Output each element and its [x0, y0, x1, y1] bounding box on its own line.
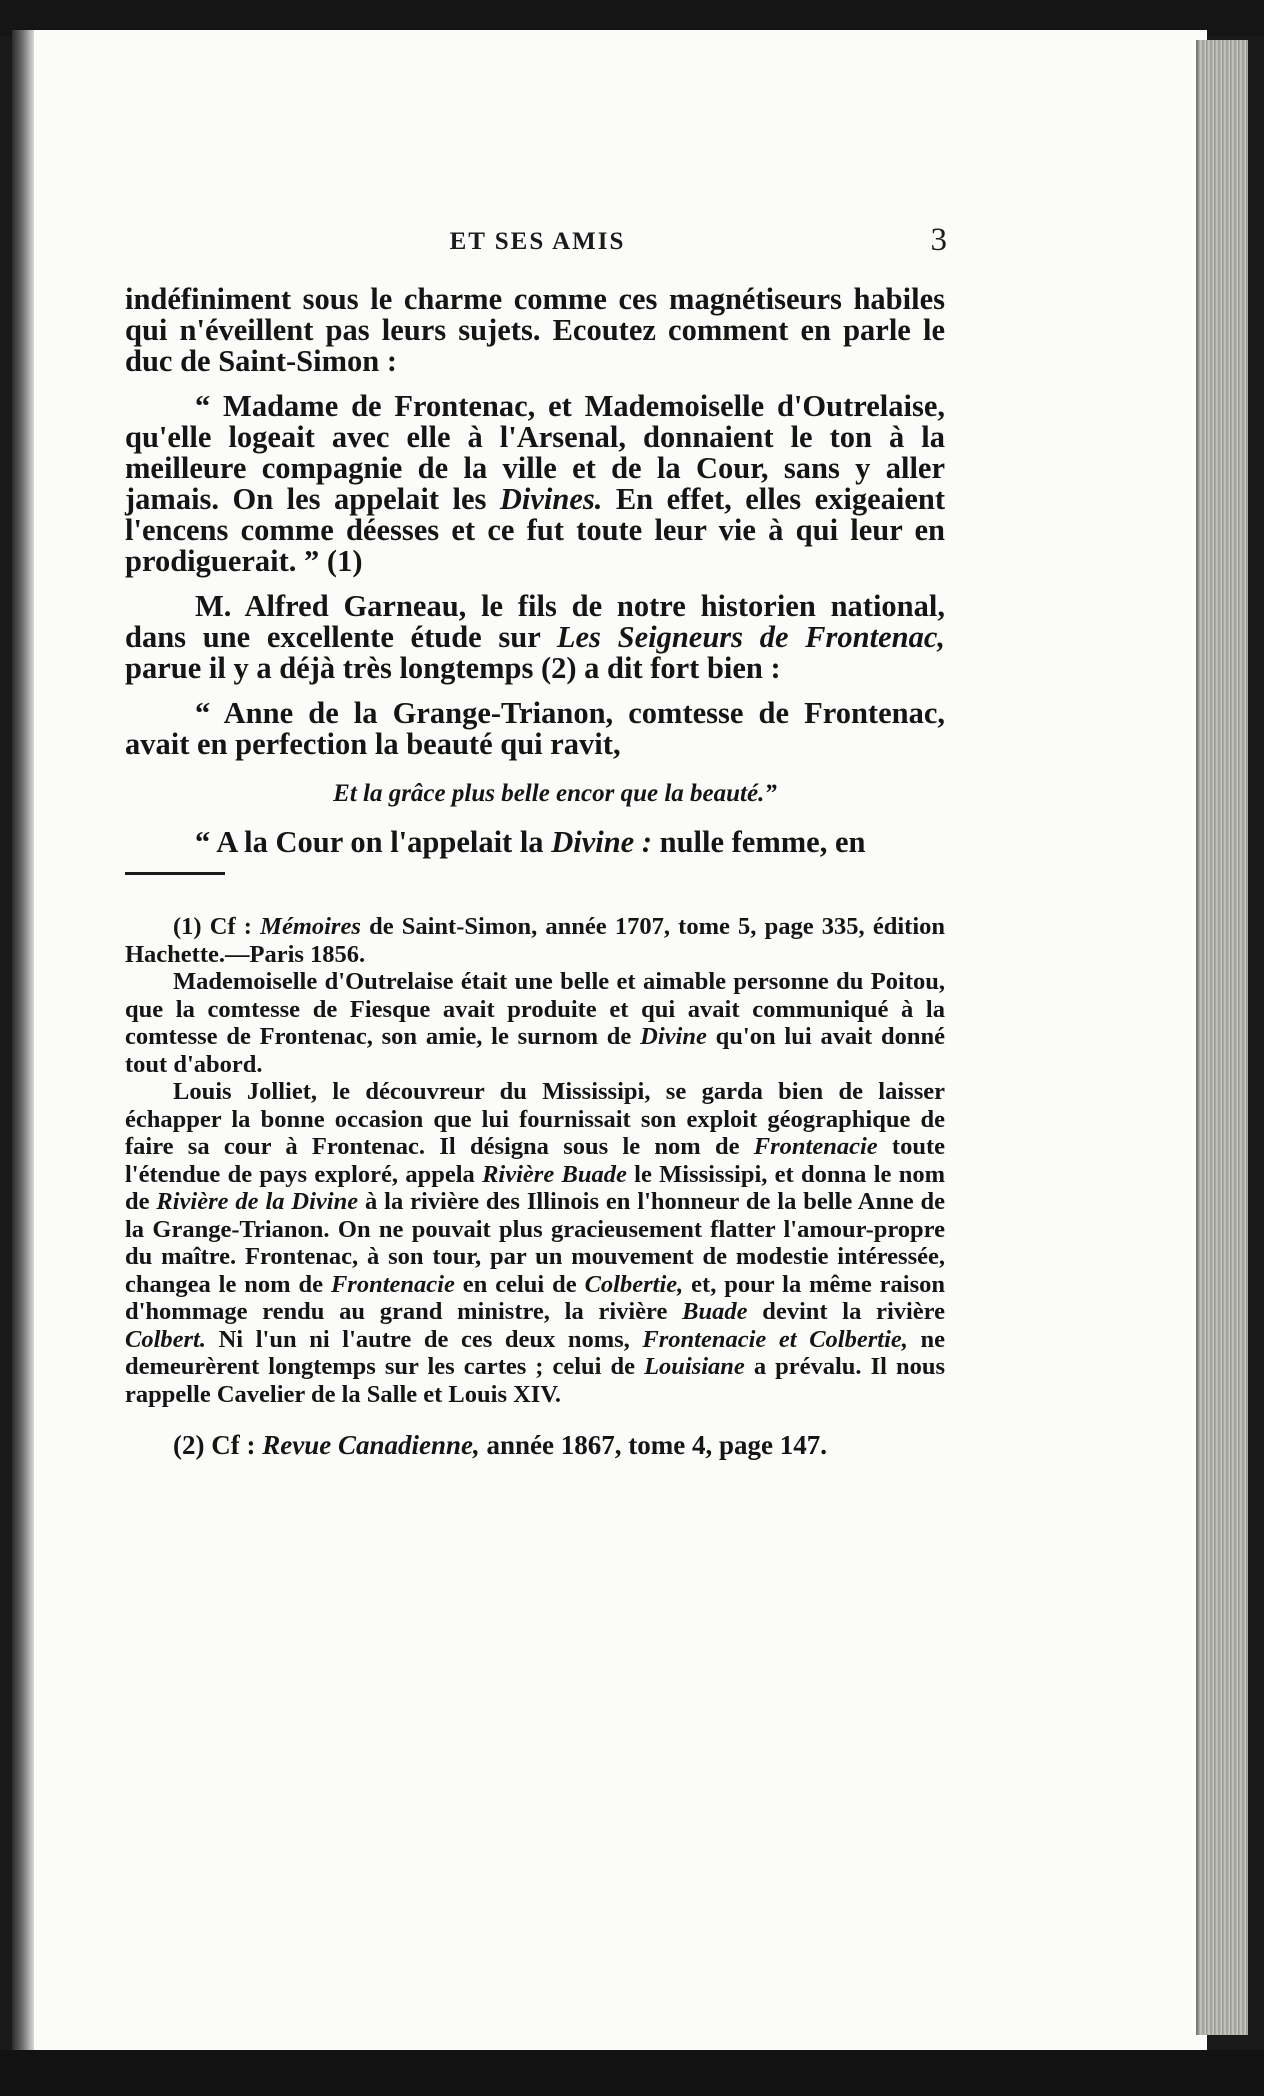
paragraph: “ A la Cour on l'appelait la Divine : nulle femme, en: [195, 825, 866, 859]
scan-bottom-border: [0, 2050, 1264, 2096]
footnote-1: (1) Cf : Mémoires de Saint-Simon, année 1707, tome 5, page 335, édition Hachette.—Paris 1856.: [125, 913, 946, 968]
page-stack-edge: [1196, 40, 1248, 2035]
footnote-2: (2) Cf : Revue Canadienne, année 1867, tome 4, page 147.: [173, 1430, 827, 1460]
paragraph: indéfiniment sous le charme comme ces magnétiseurs habiles qui n'éveillent pas leurs sujets. Ecoutez comment en parle le duc de Saint-Simon :: [125, 282, 945, 378]
paragraph: “ Anne de la Grange-Trianon, comtesse de Frontenac, avait en perfection la beauté qui ravit,: [125, 696, 945, 761]
verse-quote: Et la grâce plus belle encor que la beauté.”: [333, 780, 777, 807]
footnote-rule: [125, 872, 225, 875]
footnote-1-paragraph: Mademoiselle d'Outrelaise était une belle et aimable personne du Poitou, que la comtesse de Fiesque avait produite et qui avait communiqué à la comtesse de Frontenac, son amie, le surnom de Divine qu'on lui avait donné tout d'abord.: [125, 968, 945, 1078]
paragraph: “ Madame de Frontenac, et Mademoiselle d'Outrelaise, qu'elle logeait avec elle à l'Arsenal, donnaient le ton à la meilleure compagnie de la ville et de la Cour, sans y aller jamais. On les appelait les Divines. En effet, elles exigeaient l'encens comme déesses et ce fut toute leur vie à qui leur en prodiguerait. ” (1): [125, 389, 946, 578]
footnotes: [125, 913, 945, 1460]
page-number: 3: [930, 222, 947, 258]
page-header: [130, 222, 945, 262]
footnote-1-paragraph: Louis Jolliet, le découvreur du Mississipi, se garda bien de laisser échapper la bonne occasion que lui fournissait son exploit géographique de faire sa cour à Frontenac. Il désigna sous le nom de Frontenacie toute l'étendue de pays exploré, appela Rivière Buade le Mississipi, et donna le nom de Rivière de la Divine à la rivière des Illinois en l'honneur de la belle Anne de la Grange-Trianon. On ne pouvait plus gracieusement flatter l'amour-propre du maître. Frontenac, à son tour, par un mouvement de modestie intéressée, changea le nom de Frontenacie en celui de Colbertie, et, pour la même raison d'hommage rendu au grand ministre, la rivière Buade devint la rivière Colbert. Ni l'un ni l'autre de ces deux noms, Frontenacie et Colbertie, ne demeurèrent longtemps sur les cartes ; celui de Louisiane a prévalu. Il nous rappelle Cavelier de la Salle et Louis XIV.: [125, 1078, 946, 1408]
page-gutter-shadow: [12, 30, 34, 2055]
main-text: [125, 284, 945, 1460]
paragraph: M. Alfred Garneau, le fils de notre historien national, dans une excellente étude sur Les Seigneurs de Frontenac, parue il y a déjà très longtemps (2) a dit fort bien :: [125, 589, 945, 685]
running-head: ET SES AMIS: [449, 228, 626, 255]
